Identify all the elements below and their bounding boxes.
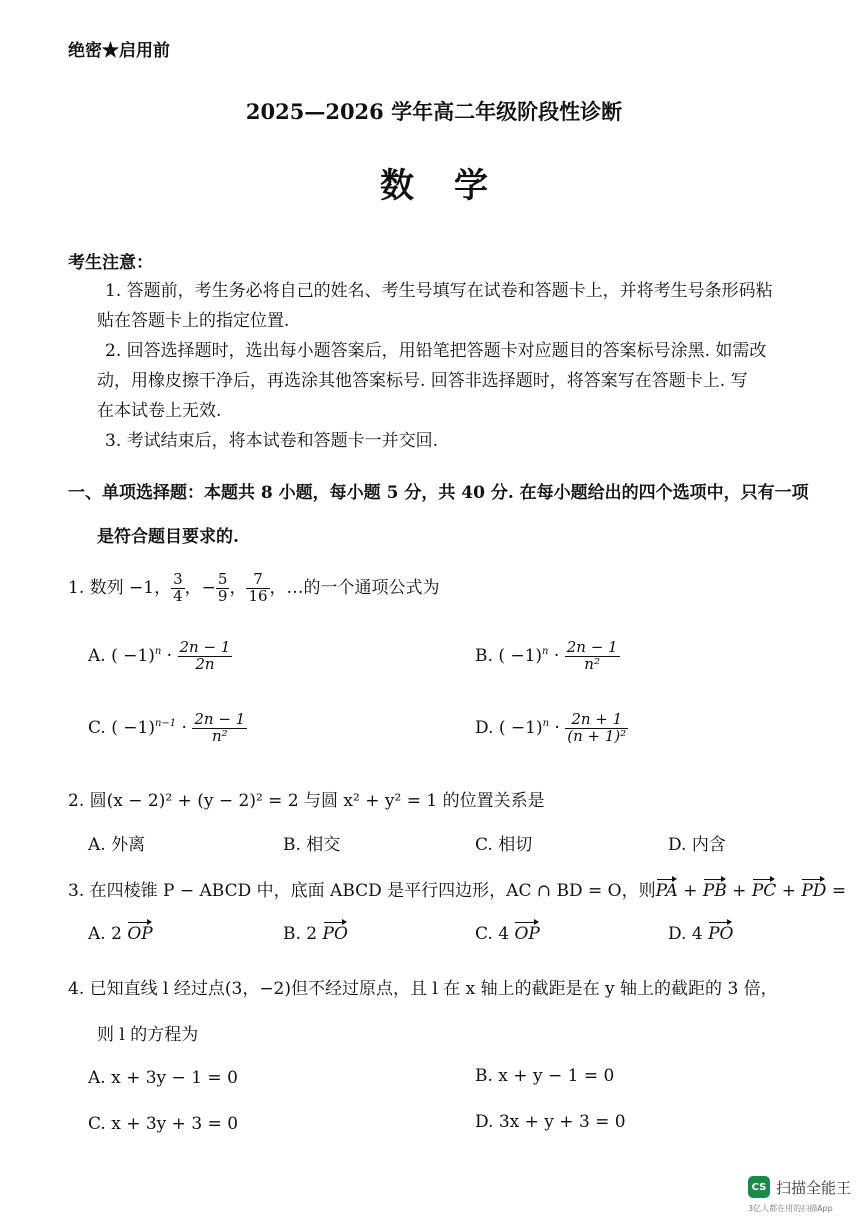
section-heading: 一、单项选择题：本题共 8 小题，每小题 5 分，共 40 分. 在每小题给出的四个选项中，只有一项: [68, 483, 809, 503]
question-2-option-a: A. 外离: [88, 835, 146, 855]
notice-line: 3. 考试结束后，将本试卷和答题卡一并交回.: [105, 431, 439, 451]
confidential-label: 绝密★启用前: [68, 41, 170, 61]
question-4-stem-cont: 则 l 的方程为: [97, 1025, 199, 1045]
notice-line: 贴在答题卡上的指定位置.: [97, 311, 290, 331]
question-3-stem: 3. 在四棱锥 P − ABCD 中，底面 ABCD 是平行四边形，AC ∩ BD = O，则PA + PB + PC + PD =: [68, 881, 847, 901]
question-1-option-d: D. ( −1)$^n$ · $\frac{2n + 1}{\text{(n + 1)²}}$: [475, 710, 627, 745]
question-4-option-c: C. x + 3y + 3 = 0: [88, 1114, 239, 1134]
question-3-option-d: D. 4 PO: [668, 924, 734, 944]
question-2-option-c: C. 相切: [475, 835, 533, 855]
question-2-option-b: B. 相交: [283, 835, 341, 855]
section-heading-cont: 是符合题目要求的.: [97, 527, 239, 547]
question-4-option-b: B. x + y − 1 = 0: [475, 1066, 615, 1086]
question-4-option-a: A. x + 3y − 1 = 0: [88, 1068, 238, 1088]
watermark-name: 扫描全能王: [776, 1178, 852, 1197]
question-3-option-c: C. 4 OP: [475, 924, 540, 944]
notice-line: 2. 回答选择题时，选出每小题答案后，用铅笔把答题卡对应题目的答案标号涂黑. 如需改: [105, 341, 767, 361]
question-1-option-b: B. ( −1)$^n$ · $\frac{2n - 1}{\text{n²}}$: [475, 638, 618, 673]
question-1-option-c: C. ( −1)$^{n-1}$ · $\frac{2n - 1}{\text{n²}}$: [88, 710, 246, 745]
question-4-stem: 4. 已知直线 l 经过点(3，−2)但不经过原点，且 l 在 x 轴上的截距是在 y 轴上的截距的 3 倍，: [68, 979, 778, 999]
exam-title: 数学: [380, 166, 528, 206]
notice-line: 1. 答题前，考生务必将自己的姓名、考生号填写在试卷和答题卡上，并将考生号条形码粘: [105, 281, 773, 301]
scanner-watermark: [748, 1176, 851, 1198]
exam-subtitle: 2025—2026 学年高二年级阶段性诊断: [245, 99, 623, 124]
notice-line: 动，用橡皮擦干净后，再选涂其他答案标号. 回答非选择题时，将答案写在答题卡上. 写: [97, 371, 748, 391]
camscanner-logo-icon: CS: [748, 1176, 770, 1198]
question-1-option-a: A. ( −1)$^n$ · $\frac{2n - 1}{2n}$: [88, 638, 231, 673]
question-4-option-d: D. 3x + y + 3 = 0: [475, 1112, 626, 1132]
notice-line: 在本试卷上无效.: [97, 401, 222, 421]
question-2-option-d: D. 内含: [668, 835, 726, 855]
question-3-option-a: A. 2 OP: [88, 924, 153, 944]
question-1-stem: 1. 数列 −1， $\frac{3}{4}$ ，− $\frac{5}{9}$ ， $\frac{7}{16}$ ，…的一个通项公式为: [68, 570, 440, 605]
question-3-option-b: B. 2 PO: [283, 924, 348, 944]
question-2-stem: 2. 圆(x − 2)² + (y − 2)² = 2 与圆 x² + y² = 1 的位置关系是: [68, 791, 545, 811]
watermark-tagline: 3亿人都在用的扫描App: [748, 1204, 833, 1213]
notice-heading: 考生注意：: [68, 253, 153, 273]
